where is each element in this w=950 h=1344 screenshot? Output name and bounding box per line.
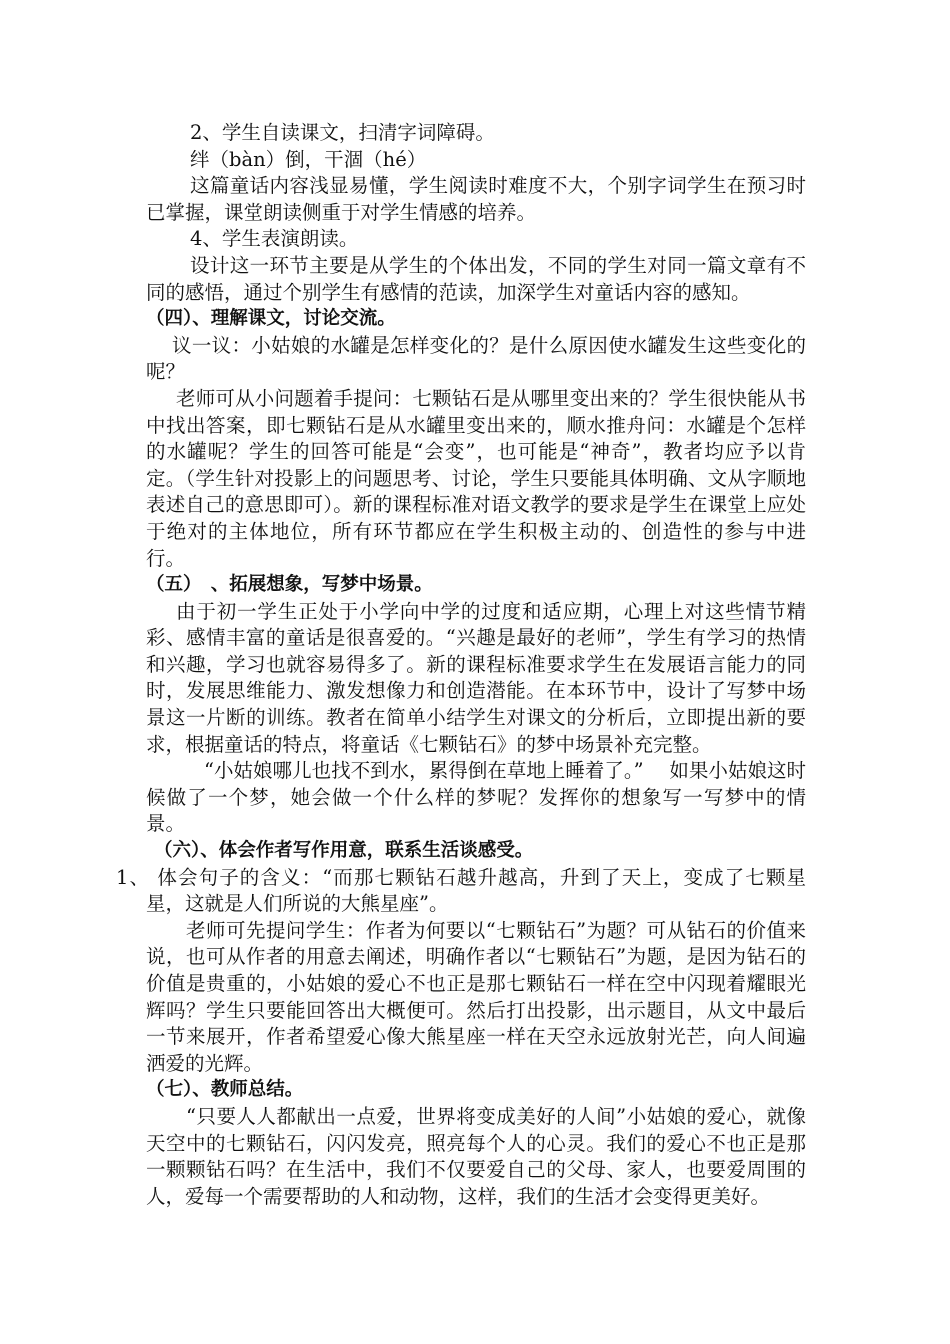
paragraph-reading-note: 这篇童话内容浅显易懂，学生阅读时难度不大，个别字词学生在预习时已掌握，课堂朗读侧重于对学生情感的培养。 <box>146 174 806 224</box>
vocabulary-pinyin: 绊（bàn）倒，干涸（hé） <box>190 147 427 171</box>
section-heading-5: （五） 、拓展想象，写梦中场景。 <box>146 574 433 596</box>
paragraph-design-intent: 设计这一环节主要是从学生的个体出发，不同的学生对同一篇文章有不同的感悟，通过个别学生有感情的范读，加深学生对童话内容的感知。 <box>146 253 806 304</box>
section-heading-4: （四）、理解课文，讨论交流。 <box>146 308 396 330</box>
paragraph-title-meaning: 老师可先提问学生：作者为何要以“七颗钻石”为题？可从钻石的价值来说，也可从作者的用意去阐述，明确作者以“七颗钻石”为题，是因为钻石的价值是贵重的，小姑娘的爱心不也正是那七颗钻石一样在空中闪现着耀眼光辉吗？学生只要能回答出大概便可。然后打出投影，出示题目，从文中最后一节来展开，作者希望爱心像大熊星座一样在天空永远放射光芒，向人间遍洒爱的光辉。 <box>146 918 806 1075</box>
paragraph-imagination-training: 由于初一学生正处于小学向中学的过度和适应期，心理上对这些情节精彩、感情丰富的童话是很喜爱的。“兴趣是最好的老师”，学生有学习的热情和兴趣，学习也就容易得多了。新的课程标准要求学生在发展语言能力的同时，发展思维能力、激发想像力和创造潜能。在本环节中，设计了写梦中场景这一片断的训练。教者在简单小结学生对课文的分析后，立即提出新的要求，根据童话的特点，将童话《七颗钻石》的梦中场景补充完整。 <box>146 599 806 756</box>
paragraph-discussion-question: 议一议：小姑娘的水罐是怎样变化的？是什么原因使水罐发生这些变化的呢？ <box>146 333 806 384</box>
paragraph-dream-prompt: “小姑娘哪儿也找不到水，累得倒在草地上睡着了。” 如果小姑娘这时候做了一个梦，她会做一个什么样的梦呢？发挥你的想象写一写梦中的情景。 <box>146 759 806 836</box>
document-body <box>116 120 806 1210</box>
numbered-item-1: 1、 体会句子的含义：“而那七颗钻石越升越高，升到了天上，变成了七颗星星，这就是人们所说的大熊星座”。 <box>116 865 806 916</box>
section-heading-6: （六）、体会作者写作用意，联系生活谈感受。 <box>154 840 534 862</box>
paragraph-teacher-questioning: 老师可从小问题着手提问：七颗钻石是从哪里变出来的？学生很快能从书中找出答案，即七颗钻石是从水罐里变出来的，顺水推舟问：水罐是个怎样的水罐呢？学生的回答可能是“会变”，也可能是“神奇”，教者均应予以肯定。（学生针对投影上的问题思考、讨论，学生只要能具体明确、文从字顺地表述自己的意思即可）。新的课程标准对语文教学的要求是学生在课堂上应处于绝对的主体地位，所有环节都应在学生积极主动的、创造性的参与中进行。 <box>146 386 806 570</box>
paragraph-teacher-summary: “只要人人都献出一点爱，世界将变成美好的人间”小姑娘的爱心，就像天空中的七颗钻石，闪闪发亮，照亮每个人的心灵。我们的爱心不也正是那一颗颗钻石吗？在生活中，我们不仅要爱自己的父母、家人，也要爱周围的人，爱每一个需要帮助的人和动物，这样，我们的生活才会变得更美好。 <box>146 1104 806 1208</box>
step-2-self-reading: 2、学生自读课文，扫清字词障碍。 <box>190 121 495 144</box>
step-4-performance-reading: 4、学生表演朗读。 <box>190 227 359 251</box>
section-heading-7: （七）、教师总结。 <box>146 1079 304 1101</box>
